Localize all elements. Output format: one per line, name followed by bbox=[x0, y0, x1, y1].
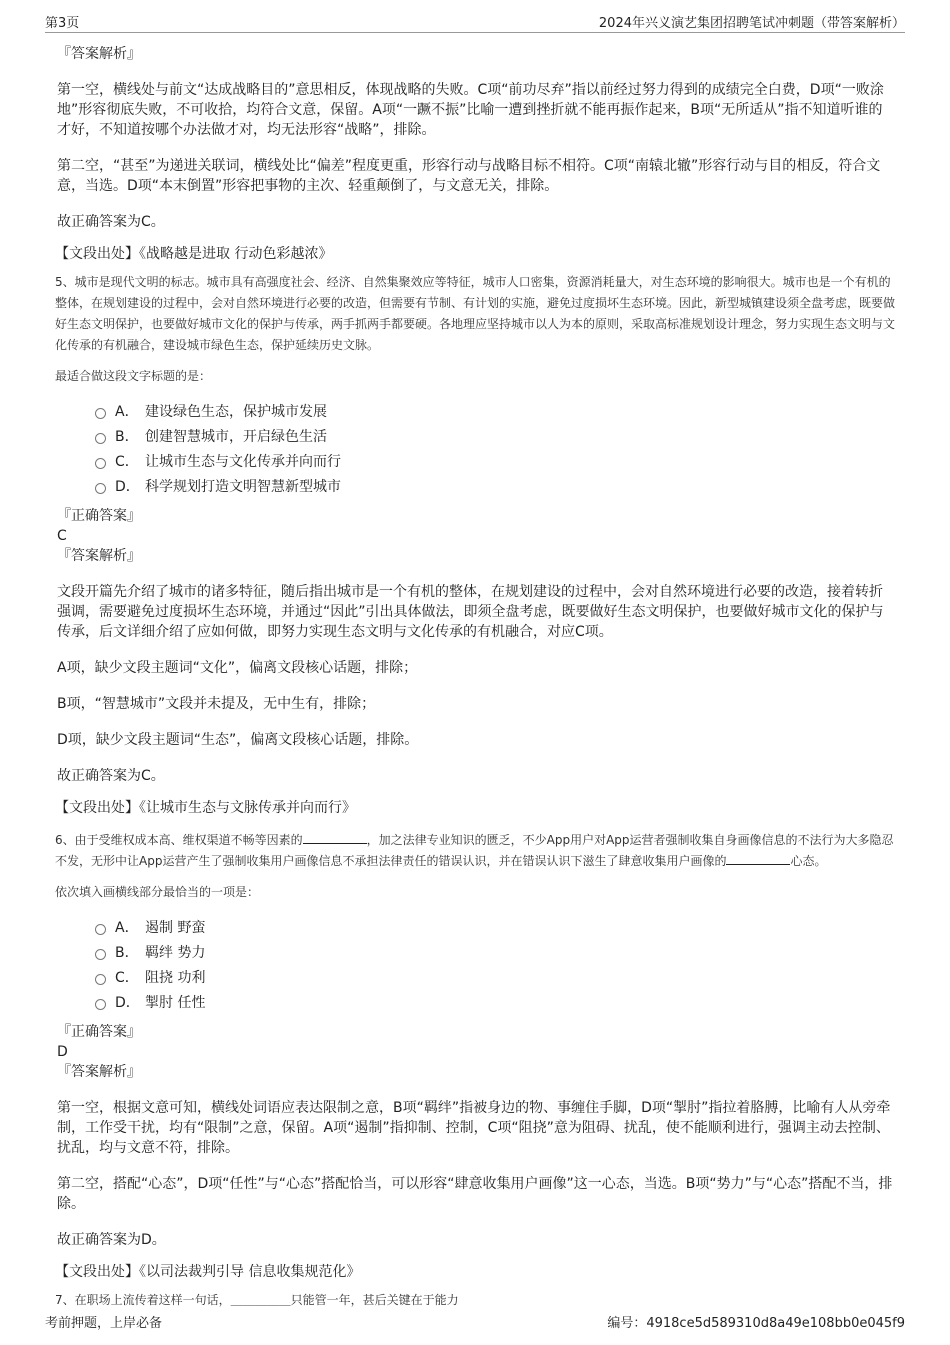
radio-icon[interactable] bbox=[95, 483, 106, 494]
q6-prompt: 依次填入画横线部分最恰当的一项是： bbox=[55, 885, 260, 899]
q6-option-d[interactable]: D． 掣肘 任性 bbox=[95, 989, 895, 1014]
q6-option-a[interactable]: A． 遏制 野蛮 bbox=[95, 914, 895, 939]
q6-option-c[interactable]: C． 阻挠 功利 bbox=[95, 964, 895, 989]
radio-icon[interactable] bbox=[95, 949, 106, 960]
q6-question-text: 6、由于受维权成本高、维权渠道不畅等因素的 ，加之法律专业知识的匮乏，不少App用户对App运营者强制收集自身画像信息的不法行为大多隐忍不发，无形中让App运营产生了强制收集用户画像信息不承担法律责任的错误认识，并在错误认识下滋生了肆意收集用户画像的 心态。 bbox=[55, 833, 894, 868]
q5-analysis-p3: B项，“智慧城市”文段并未提及，无中生有，排除； bbox=[57, 696, 376, 712]
q6-analysis-conclusion: 故正确答案为D。 bbox=[57, 1232, 166, 1248]
q6-analysis-p2: 第二空，搭配“心态”，D项“任性”与“心态”搭配恰当，可以形容“肆意收集用户画像”这一心态，当选。B项“势力”与“心态”搭配不当，排除。 bbox=[57, 1176, 893, 1212]
q5-analysis-p4: D项，缺少文段主题词“生态”，偏离文段核心话题，排除。 bbox=[57, 732, 419, 748]
q5-option-a[interactable]: A． 建设绿色生态，保护城市发展 bbox=[95, 398, 895, 423]
q5-option-d[interactable]: D． 科学规划打造文明智慧新型城市 bbox=[95, 473, 895, 498]
q5-question-text: 5、城市是现代文明的标志。城市具有高强度社会、经济、自然集聚效应等特征，城市人口密集，资源消耗量大，对生态环境的影响很大。城市也是一个有机的整体，在规划建设的过程中，会对自然环境进行必要的改造，但需要有节制、有计划的实施，避免过度损坏生态环境。因此，新型城镇建设须全盘考虑，既要做好生态文明保护，也要做好城市文化的保护与传承，两手抓两手都要硬。各地理应坚持城市以人为本的原则，采取高标准规划设计理念，努力实现生态文明与文化传承的有机融合，建设城市绿色生态，保护延续历史文脉。 bbox=[55, 275, 896, 352]
q5-correct-answer: C bbox=[57, 528, 67, 544]
q6-correct-answer: D bbox=[57, 1044, 68, 1060]
document-title: 2024年兴义演艺集团招聘笔试冲刺题（带答案解析） bbox=[598, 16, 905, 31]
radio-icon[interactable] bbox=[95, 974, 106, 985]
page-footer bbox=[45, 1312, 905, 1334]
q5-analysis-p2: A项，缺少文段主题词“文化”，偏离文段核心话题，排除； bbox=[57, 660, 418, 676]
q5-analysis-label: 『答案解析』 bbox=[57, 548, 141, 564]
q5-options bbox=[95, 398, 895, 498]
footer-slogan: 考前押题，上岸必备 bbox=[45, 1316, 163, 1331]
q6-source: 【文段出处】《以司法裁判引导 信息收集规范化》 bbox=[55, 1264, 361, 1280]
q5-correct-label: 『正确答案』 bbox=[57, 508, 141, 524]
radio-icon[interactable] bbox=[95, 458, 106, 469]
q4-source: 【文段出处】《战略越是进取 行动色彩越浓》 bbox=[55, 246, 333, 262]
q6-correct-label: 『正确答案』 bbox=[57, 1024, 141, 1040]
q4-analysis-label: 『答案解析』 bbox=[57, 46, 141, 62]
q6-options bbox=[95, 914, 895, 1014]
fill-blank bbox=[303, 831, 367, 844]
q4-analysis-conclusion: 故正确答案为C。 bbox=[57, 214, 165, 230]
page-header bbox=[0, 0, 950, 36]
q4-analysis-p2: 第二空，“甚至”为递进关联词，横线处比“偏差”程度更重，形容行动与战略目标不相符。C项“南辕北辙”形容行动与目的相反，符合文意，当选。D项“本末倒置”形容把事物的主次、轻重颠倒了，与文意无关，排除。 bbox=[57, 158, 881, 194]
radio-icon[interactable] bbox=[95, 999, 106, 1010]
q5-analysis-conclusion: 故正确答案为C。 bbox=[57, 768, 165, 784]
header-divider bbox=[45, 32, 905, 33]
document-id: 编号：4918ce5d589310d8a49e108bb0e045f9 bbox=[607, 1316, 905, 1331]
document-body bbox=[55, 44, 895, 1282]
radio-icon[interactable] bbox=[95, 408, 106, 419]
q6-option-b[interactable]: B． 羁绊 势力 bbox=[95, 939, 895, 964]
page-number: 第3页 bbox=[45, 16, 80, 31]
q5-analysis-p1: 文段开篇先介绍了城市的诸多特征，随后指出城市是一个有机的整体，在规划建设的过程中，会对自然环境进行必要的改造，接着转折强调，需要避免过度损坏生态环境，并通过“因此”引出具体做法，即须全盘考虑，既要做好生态文明保护，也要做好城市文化的保护与传承，后文详细介绍了应如何做，即努力实现生态文明与文化传承的有机融合，对应C项。 bbox=[57, 584, 884, 640]
radio-icon[interactable] bbox=[95, 433, 106, 444]
q7-partial-text: 7、在职场上流传着这样一句话，＿＿＿＿＿只能管一年，甚后关键在于能力 bbox=[55, 1293, 459, 1307]
q5-option-b[interactable]: B． 创建智慧城市，开启绿色生活 bbox=[95, 423, 895, 448]
q5-prompt: 最适合做这段文字标题的是： bbox=[55, 369, 212, 383]
q6-analysis-label: 『答案解析』 bbox=[57, 1064, 141, 1080]
radio-icon[interactable] bbox=[95, 924, 106, 935]
q5-option-c[interactable]: C． 让城市生态与文化传承并向而行 bbox=[95, 448, 895, 473]
q4-analysis-p1: 第一空，横线处与前文“达成战略目的”意思相反，体现战略的失败。C项“前功尽弃”指以前经过努力得到的成绩完全白费，D项“一败涂地”形容彻底失败，不可收拾，均符合文意，保留。A项“一蹶不振”比喻一遭到挫折就不能再振作起来，B项“无所适从”指不知道听谁的才好，不知道按哪个办法做才对，均无法形容“战略”，排除。 bbox=[57, 82, 884, 138]
fill-blank bbox=[726, 852, 790, 865]
q6-analysis-p1: 第一空，根据文意可知，横线处词语应表达限制之意，B项“羁绊”指被身边的物、事缠住手脚，D项“掣肘”指拉着胳膊，比喻有人从旁牵制，工作受干扰，均有“限制”之意，保留。A项“遏制”指抑制、控制，C项“阻挠”意为阻碍、扰乱，使不能顺利进行，强调主动去控制、扰乱，均与文意不符，排除。 bbox=[57, 1100, 891, 1156]
q5-source: 【文段出处】《让城市生态与文脉传承并向而行》 bbox=[55, 800, 356, 816]
